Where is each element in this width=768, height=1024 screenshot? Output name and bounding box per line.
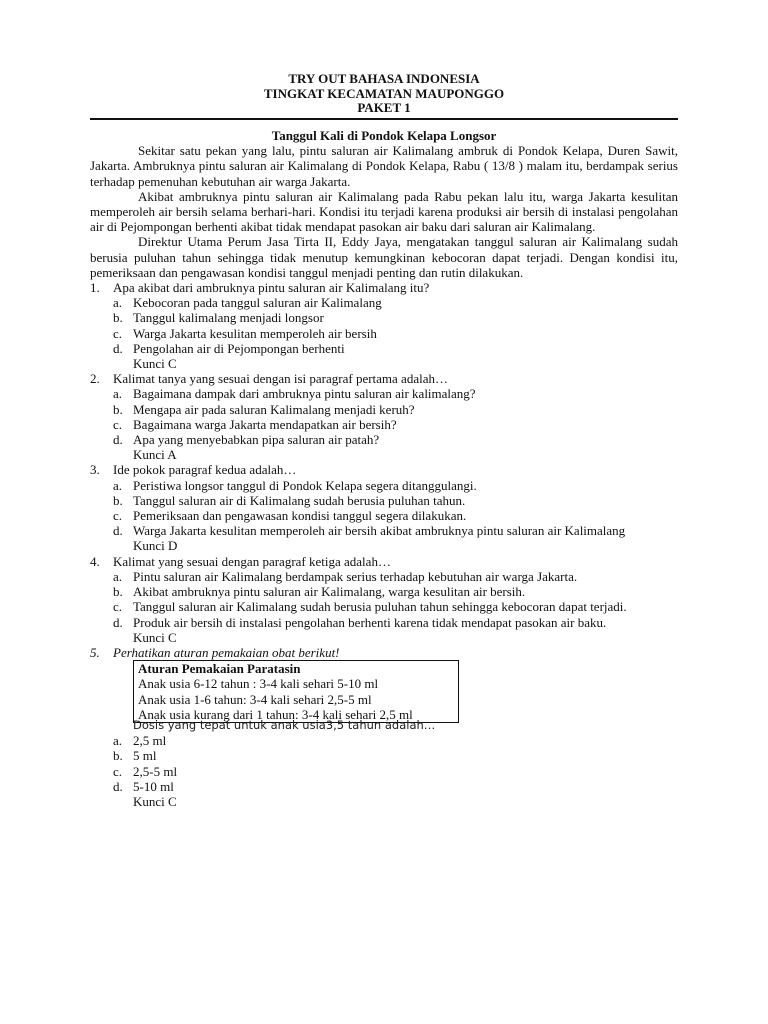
question-2 (90, 371, 678, 462)
option-text: 2,5-5 ml (133, 763, 178, 779)
dosage-line-2: Anak usia 1-6 tahun: 3-4 kali sehari 2,5-5 ml (138, 691, 372, 707)
option-letter: b. (113, 584, 123, 600)
option-text: Tanggul kalimalang menjadi longsor (133, 310, 324, 326)
option-letter: a. (113, 568, 123, 584)
question-number: 2. (90, 371, 100, 387)
option-a (90, 733, 678, 748)
option-b (90, 402, 678, 417)
option-c (90, 764, 678, 779)
option-c (90, 508, 678, 523)
option-text: Pemeriksaan dan pengawasan kondisi tanggul segera dilakukan. (133, 508, 467, 524)
option-text: Tanggul saluran air di Kalimalang sudah berusia puluhan tahun. (133, 492, 466, 508)
option-text: 5 ml (133, 748, 157, 764)
option-d (90, 523, 678, 538)
option-c (90, 599, 678, 614)
option-letter: a. (113, 386, 123, 402)
question-stem: Perhatikan aturan pemakaian obat berikut! (113, 644, 340, 660)
option-d (90, 615, 678, 630)
question-prompt: Dosis yang tepat untuk anak usia3,5 tahun adalah… (133, 717, 436, 732)
option-a (90, 386, 678, 401)
option-c (90, 326, 678, 341)
option-text: Peristiwa longsor tanggul di Pondok Kelapa segera ditanggulangi. (133, 477, 477, 493)
option-b (90, 493, 678, 508)
option-letter: a. (113, 477, 123, 493)
option-d (90, 779, 678, 794)
option-text: Warga Jakarta kesulitan memperoleh air bersih (133, 325, 377, 341)
option-text: Bagaimana warga Jakarta mendapatkan air bersih? (133, 416, 397, 432)
option-letter: c. (113, 508, 123, 524)
option-letter: c. (113, 416, 123, 432)
option-text: Warga Jakarta kesulitan memperoleh air bersih akibat ambruknya pintu saluran air Kalimalang (133, 523, 626, 539)
question-3 (90, 462, 678, 553)
document-header (90, 72, 678, 116)
question-5 (90, 645, 678, 809)
option-text: Bagaimana dampak dari ambruknya pintu saluran air kalimalang? (133, 386, 476, 402)
article-paragraph-1: Sekitar satu pekan yang lalu, pintu saluran air Kalimalang ambruk di Pondok Kelapa, Duren Sawit, Jakarta. Ambruknya pintu saluran air Kalimalang di Pondok Kelapa, Rabu ( 13/8 ) malam itu, berdampak serius terhadap pemenuhan kebutuhan air warga Jakarta. (90, 143, 678, 189)
question-1 (90, 280, 678, 371)
option-a (90, 478, 678, 493)
question-stem: Ide pokok paragraf kedua adalah… (113, 462, 297, 478)
option-letter: a. (113, 733, 123, 749)
option-letter: b. (113, 401, 123, 417)
option-letter: d. (113, 523, 123, 539)
header-divider (90, 118, 678, 120)
option-letter: b. (113, 492, 123, 508)
option-letter: d. (113, 614, 123, 630)
option-text: Tanggul saluran air Kalimalang sudah berusia puluhan tahun sehingga kebocoran dapat terjadi. (133, 599, 627, 615)
question-stem: Apa akibat dari ambruknya pintu saluran air Kalimalang itu? (113, 280, 430, 296)
question-stem: Kalimat yang sesuai dengan paragraf ketiga adalah… (113, 553, 391, 569)
option-letter: c. (113, 763, 123, 779)
article-paragraph-3: Direktur Utama Perum Jasa Tirta II, Eddy Jaya, mengatakan tanggul saluran air Kalimalang sudah berusia puluhan tahun sehingga tidak menutup kemungkinan kebocoran dapat terjadi. Dengan kondisi itu, pemeriksaan dan pengawasan kondisi tanggul menjadi penting dan rutin dilakukan. (90, 234, 678, 280)
question-number: 3. (90, 462, 100, 478)
option-letter: d. (113, 432, 123, 448)
article-paragraph-2: Akibat ambruknya pintu saluran air Kalimalang pada Rabu pekan lalu itu, warga Jakarta kesulitan memperoleh air bersih selama berhari-hari. Kondisi itu terjadi karena produksi air bersih di instalasi pengolahan air di Pejompongan berhenti akibat tidak mendapat pasokan air baku dari saluran air Kalimalang. (90, 188, 678, 235)
option-letter: d. (113, 340, 123, 356)
dosage-line-1: Anak usia 6-12 tahun : 3-4 kali sehari 5-10 ml (138, 676, 379, 692)
answer-key: Kunci A (133, 447, 177, 463)
option-text: Apa yang menyebabkan pipa saluran air patah? (133, 432, 380, 448)
option-d (90, 432, 678, 447)
option-a (90, 295, 678, 310)
option-letter: b. (113, 310, 123, 326)
option-letter: c. (113, 325, 123, 341)
header-subtitle: TINGKAT KECAMATAN MAUPONGGO (263, 85, 505, 101)
dosage-line-3: Anak usia kurang dari 1 tahun: 3-4 kali sehari 2,5 ml (138, 706, 413, 722)
answer-key: Kunci C (133, 793, 177, 809)
question-number: 5. (90, 644, 100, 660)
article-title: Tanggul Kali di Pondok Kelapa Longsor (271, 128, 497, 143)
question-number: 1. (90, 280, 100, 296)
question-4 (90, 554, 678, 645)
header-paket: PAKET 1 (357, 100, 411, 115)
option-letter: d. (113, 778, 123, 794)
option-letter: b. (113, 748, 123, 764)
option-text: 5-10 ml (133, 778, 174, 794)
option-letter: c. (113, 599, 123, 615)
option-text: 2,5 ml (133, 733, 167, 749)
option-b (90, 748, 678, 763)
answer-key: Kunci C (133, 629, 177, 645)
option-b (90, 584, 678, 599)
option-text: Pengolahan air di Pejompongan berhenti (133, 340, 345, 356)
dosage-rules-box (133, 660, 459, 723)
option-b (90, 310, 678, 325)
answer-key: Kunci C (133, 356, 177, 372)
question-stem: Kalimat tanya yang sesuai dengan isi paragraf pertama adalah… (113, 371, 448, 387)
option-c (90, 417, 678, 432)
question-number: 4. (90, 553, 100, 569)
document-body (90, 128, 678, 809)
option-text: Produk air bersih di instalasi pengolahan berhenti karena tidak mendapat pasokan air baku. (133, 614, 607, 630)
dosage-box-title: Aturan Pemakaian Paratasin (138, 661, 301, 677)
option-d (90, 341, 678, 356)
option-a (90, 569, 678, 584)
header-title: TRY OUT BAHASA INDONESIA (288, 71, 480, 86)
option-text: Kebocoran pada tanggul saluran air Kalimalang (133, 295, 382, 311)
option-text: Akibat ambruknya pintu saluran air Kalimalang, warga kesulitan air bersih. (133, 584, 526, 600)
answer-key: Kunci D (133, 538, 178, 554)
option-letter: a. (113, 295, 123, 311)
option-text: Pintu saluran air Kalimalang berdampak serius terhadap kebutuhan air warga Jakarta. (133, 568, 578, 584)
option-text: Mengapa air pada saluran Kalimalang menjadi keruh? (133, 401, 415, 417)
